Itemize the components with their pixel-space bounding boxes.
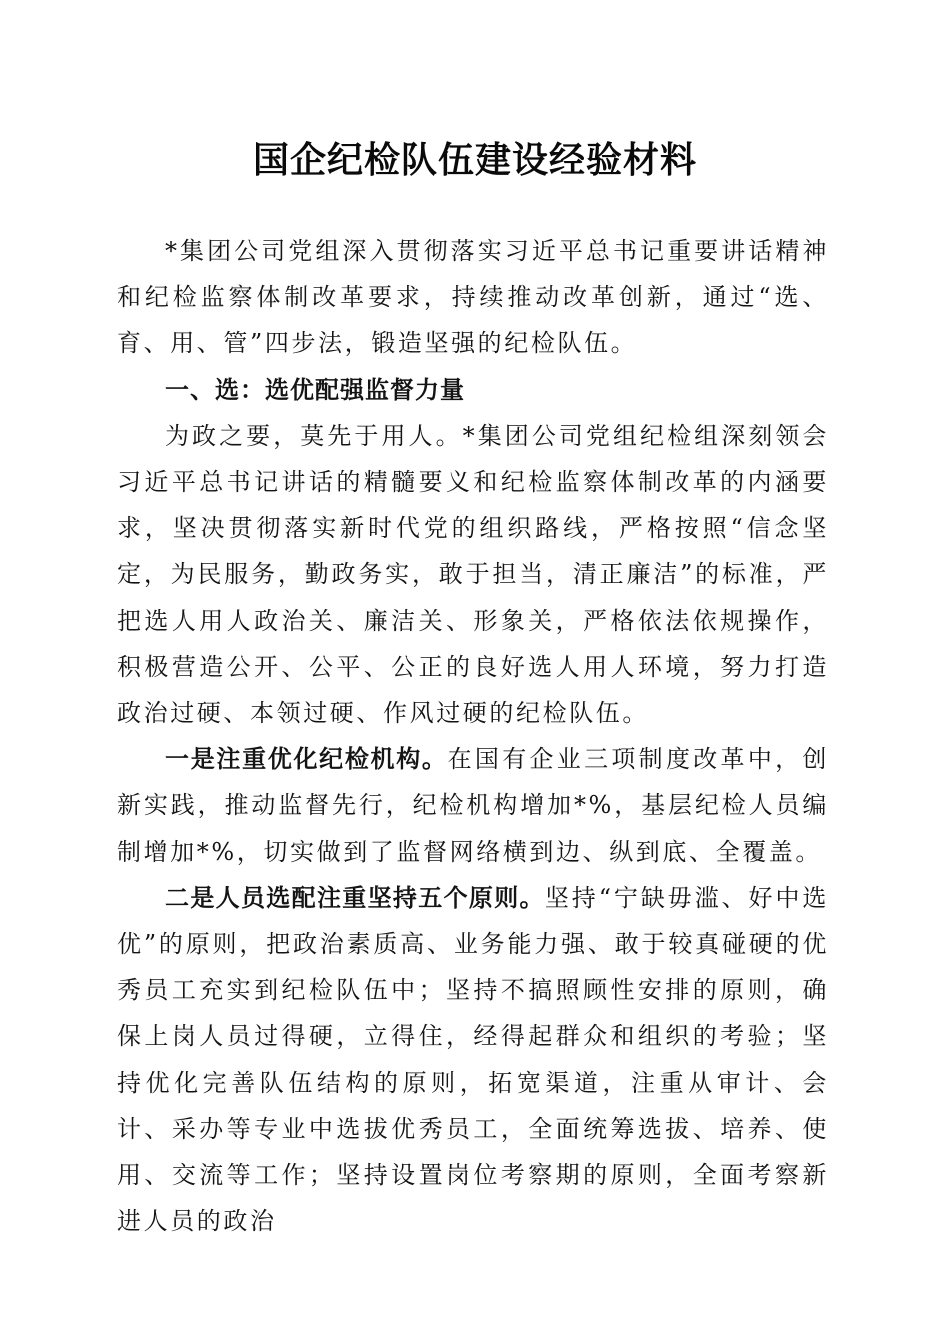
item-text-1: 在国有企业三项制度改革中，创新实践，推动监督先行，纪检机构增加*%，基层纪检人员编制增加*%，切实做到了监督网络横到边、纵到底、全覆盖。 [117,745,829,866]
document-body [117,228,829,1244]
document-title: 国企纪检队伍建设经验材料 [252,139,697,181]
section-heading: 一、选：选优配强监督力量 [165,375,465,404]
intro-paragraph: *集团公司党组深入贯彻落实习近平总书记重要讲话精神和纪检监察体制改革要求，持续推动改革创新，通过“选、育、用、管”四步法，锻造坚强的纪检队伍。 [117,237,829,358]
item-lead-1: 一是注重优化纪检机构。 [165,745,448,774]
item-paragraph-2 [117,875,829,1245]
section-paragraph: 为政之要，莫先于用人。*集团公司党组纪检组深刻领会习近平总书记讲话的精髓要义和纪检监察体制改革的内涵要求，坚决贯彻落实新时代党的组织路线，严格按照“信念坚定，为民服务，勤政务实，敢于担当，清正廉洁”的标准，严把选人用人政治关、廉洁关、形象关，严格依法依规操作，积极营造公开、公平、公正的良好选人用人环境，努力打造政治过硬、本领过硬、作风过硬的纪检队伍。 [117,421,829,728]
item-paragraph-1 [117,736,829,875]
item-lead-2: 二是人员选配注重坚持五个原则。 [165,883,545,912]
item-text-2: 坚持“宁缺毋滥、好中选优”的原则，把政治素质高、业务能力强、敢于较真碰硬的优秀员工充实到纪检队伍中；坚持不搞照顾性安排的原则，确保上岗人员过得硬，立得住，经得起群众和组织的考验；坚持优化完善队伍结构的原则，拓宽渠道，注重从审计、会计、采办等专业中选拔优秀员工，全面统筹选拔、培养、使用、交流等工作；坚持设置岗位考察期的原则，全面考察新进人员的政治 [117,883,829,1236]
